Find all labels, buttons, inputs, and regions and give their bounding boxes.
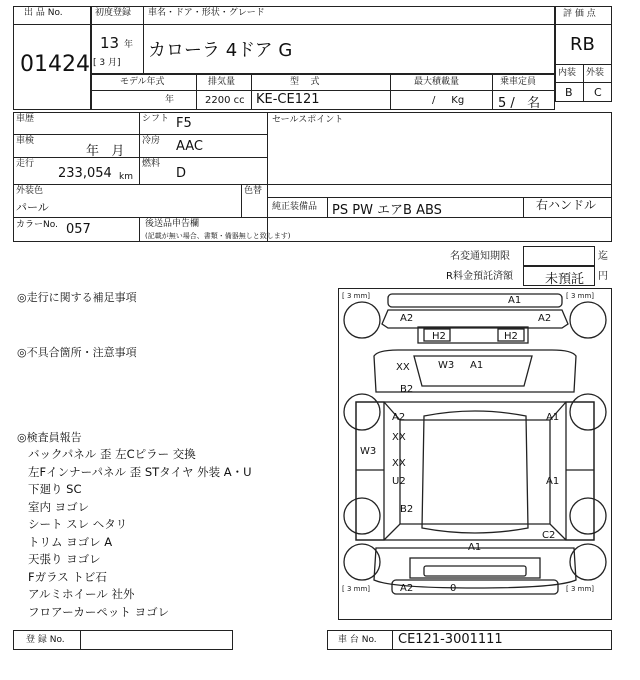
max-load-label: 最大積載量 (414, 77, 460, 87)
aftermarket-label: 後送品申告欄 (145, 219, 200, 229)
interior-label: 内装 (558, 68, 577, 78)
capacity: 5 / 名 (498, 96, 541, 111)
mark-left-front-b2: B2 (400, 504, 414, 515)
color-change-label: 色替 (244, 186, 263, 196)
name-change-field (523, 246, 595, 266)
car-damage-diagram (338, 288, 612, 620)
tread-front-left: [ 3 mm] (342, 585, 371, 593)
grade-label: 評 価 点 (563, 9, 596, 19)
mileage-unit: km (119, 172, 133, 182)
mark-rear-glass-w3: W3 (438, 360, 455, 371)
roof (422, 411, 528, 533)
recycle-label: R料金預託済額 (446, 271, 513, 282)
mark-h2-left: H2 (432, 331, 446, 342)
model: KE-CE121 (256, 92, 320, 107)
first-reg-label: 初度登録 (95, 8, 132, 18)
max-load: / Kg (432, 95, 465, 106)
first-reg-year: 13 (100, 34, 120, 52)
mark-right-front-c2: C2 (542, 530, 556, 541)
mark-rear-top: A1 (508, 295, 522, 306)
options-label: 純正装備品 (272, 202, 318, 212)
capacity-label: 乗車定員 (500, 77, 537, 87)
mark-rear-glass-xx: XX (396, 362, 410, 373)
tire-mid-right (570, 394, 606, 430)
driving-notes-title: ◎走行に関する補足事項 (17, 291, 137, 304)
report-line: 下廻り SC (28, 482, 82, 496)
report-line: 室内 ヨゴレ (28, 499, 90, 514)
displacement: 2200 cc (205, 95, 245, 106)
report-line: トリム ヨゴレ A (28, 534, 113, 549)
recycle-value: 未預託 (545, 272, 585, 287)
first-reg-month: [ 3 月] (93, 58, 121, 68)
mark-rear-left: A2 (400, 313, 414, 324)
car-name-label: 車名・ドア・形状・グレード (148, 8, 265, 18)
fuel-label: 燃料 (142, 159, 161, 169)
tire-rear-left (344, 302, 380, 338)
tire-mid-left (344, 394, 380, 430)
tread-front-right: [ 3 mm] (566, 585, 595, 593)
rear-bumper (388, 294, 562, 307)
tread-rear-left: [ 3 mm] (342, 292, 371, 300)
inspection-label: 車検 (16, 136, 35, 146)
ac-label: 冷房 (142, 136, 161, 146)
exterior-color: パール (16, 201, 49, 214)
mark-rear-glass-a1: A1 (470, 360, 484, 371)
car-name: カローラ 4ドア G (148, 40, 293, 61)
ac: AAC (176, 139, 203, 154)
mark-left-front-door-xx: XX (392, 458, 406, 469)
mark-right-rear-door-a1: A1 (546, 412, 560, 423)
model-year-unit: 年 (165, 95, 175, 105)
tire-rear-right (570, 302, 606, 338)
front-glass (374, 548, 576, 588)
report-line: フロアーカーペット ヨゴレ (28, 604, 170, 619)
fuel: D (176, 166, 187, 181)
inspection-value: 年 月 (86, 144, 125, 159)
chassis-no: CE121-3001111 (398, 632, 503, 647)
report-line: バックパネル 歪 左Cピラー 交換 (28, 447, 196, 461)
mark-front-zero: 0 (450, 583, 457, 594)
mark-right-front-door-a1: A1 (546, 476, 560, 487)
mileage-label: 走行 (16, 159, 35, 169)
report-line: アルミホイール 社外 (28, 587, 135, 601)
model-label: 型 式 (290, 77, 320, 87)
recycle-unit: 円 (598, 271, 608, 282)
tread-rear-right: [ 3 mm] (566, 292, 595, 300)
tire-front-right (570, 498, 606, 534)
mark-front-a2: A2 (400, 583, 414, 594)
tire-front-left (344, 498, 380, 534)
exterior-score: C (594, 86, 602, 99)
interior-score: B (565, 86, 573, 99)
lot-no-label: 出 品 No. (24, 8, 63, 18)
shift: F5 (176, 116, 192, 131)
shift-label: シフト (142, 114, 170, 124)
registration-label: 登 録 No. (26, 635, 65, 645)
mark-left-w3: W3 (360, 446, 377, 457)
mark-left-rear-door-a2: A2 (392, 412, 406, 423)
mark-rear-right: A2 (538, 313, 552, 324)
mark-left-rear-door-xx: XX (392, 432, 406, 443)
steering: 右ハンドル (536, 198, 597, 212)
displacement-label: 排気量 (208, 77, 236, 87)
inspector-report (28, 446, 252, 621)
aftermarket-note: (記載が無い場合、書類・備器無しと致します) (145, 232, 291, 240)
options: PS PW エアB ABS (332, 203, 442, 218)
report-line: Fガラス トビ石 (28, 569, 107, 584)
grade-score: RB (570, 34, 595, 55)
chassis-label: 車 台 No. (338, 635, 377, 645)
exterior-label: 外装 (586, 68, 605, 78)
report-line: 天張り ヨゴレ (28, 552, 101, 566)
name-change-unit: 迄 (598, 251, 608, 262)
mark-left-front-door-u2: U2 (392, 476, 406, 487)
lot-no: 01424 (20, 52, 90, 77)
defects-title: ◎不具合箇所・注意事項 (17, 346, 137, 359)
name-change-label: 名変通知期限 (450, 251, 510, 262)
color-no-label: カラーNo. (16, 220, 58, 230)
sales-point-label: セールスポイント (272, 115, 344, 125)
report-line: シート スレ ヘタリ (28, 517, 128, 531)
mark-left-rear-b2: B2 (400, 384, 414, 395)
exterior-color-label: 外装色 (16, 186, 44, 196)
report-line: 左Fインナーパネル 歪 STタイヤ 外装 A・U (28, 464, 252, 479)
inspector-title: ◎検査員報告 (17, 431, 82, 444)
mark-h2-right: H2 (504, 331, 518, 342)
mileage: 233,054 (58, 166, 112, 181)
year-unit: 年 (124, 40, 134, 50)
model-year-label: モデル年式 (120, 77, 165, 87)
color-no: 057 (66, 222, 91, 237)
history-label: 車歴 (16, 114, 35, 124)
mark-hood-a1: A1 (468, 542, 482, 553)
